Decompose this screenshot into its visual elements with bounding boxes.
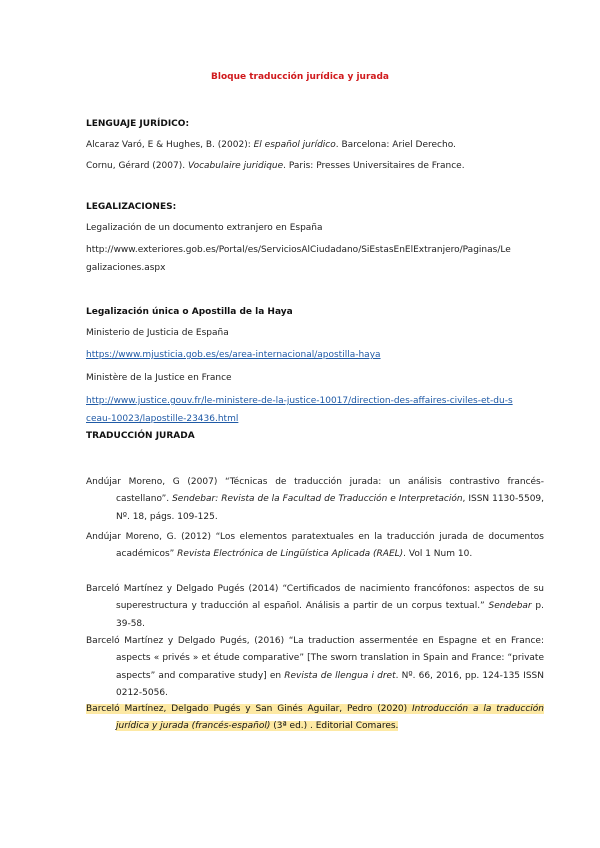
ref-barcelo-2020 bbox=[86, 701, 544, 736]
document-title: Bloque traducción jurídica y jurada bbox=[211, 72, 389, 82]
legalizacion-text: Legalización de un documento extranjero en España bbox=[86, 223, 323, 233]
ministerio-espana-label: Ministerio de Justicia de España bbox=[86, 328, 229, 338]
ministerio-espana-link-wrap bbox=[86, 347, 514, 365]
ref-cornu: Cornu, Gérard (2007). Vocabulaire juridique. Paris: Presses Universitaires de France. bbox=[86, 161, 465, 171]
section-heading-legalizaciones: LEGALIZACIONES: bbox=[86, 202, 177, 212]
highlighted-reference: Barceló Martínez, Delgado Pugés y San Ginés Aguilar, Pedro (2020) Introducción a la traducción jurídica y jurada (francés-español) (3ª ed.) . Editorial Comares. bbox=[86, 704, 545, 732]
ministerio-espana-link[interactable]: https://www.mjusticia.gob.es/es/area-internacional/apostilla-haya bbox=[86, 350, 381, 360]
section-heading-lenguaje: LENGUAJE JURÍDICO: bbox=[86, 119, 190, 129]
ref-alcaraz: Alcaraz Varó, E & Hughes, B. (2002): El español jurídico. Barcelona: Ariel Derecho. bbox=[86, 140, 456, 150]
ref-barcelo-2016: Barceló Martínez y Delgado Pugés, (2016) “La traduction assermentée en Espagne et en France: aspects « privés » et étude comparative” [The sworn translation in Spain and France: “private aspects” and comparative study] en Revista de llengua i dret. Nº. 66, 2016, pp. 124-135 ISSN 0212-5056. bbox=[86, 636, 544, 698]
ministere-france-link[interactable]: http://www.justice.gouv.fr/le-ministere-de-la-justice-10017/direction-des-affaires-civiles-et-du-sceau-10023/lapostille-23436.html bbox=[86, 396, 513, 424]
section-heading-jurada: TRADUCCIÓN JURADA bbox=[86, 431, 195, 441]
ref-andujar-2007: Andújar Moreno, G (2007) “Técnicas de traducción jurada: un análisis contrastivo francés-castellano”. Sendebar: Revista de la Facultad de Traducción e Interpretación, ISSN 1130-5509, Nº. 18, págs. 109-125. bbox=[86, 477, 545, 522]
ref-andujar-2012: Andújar Moreno, G. (2012) “Los elementos paratextuales en la traducción jurada de documentos académicos” Revista Electrónica de Lingüística Aplicada (RAEL). Vol 1 Num 10. bbox=[86, 532, 544, 560]
ministere-france-link-wrap bbox=[86, 393, 514, 428]
ref-barcelo-2014: Barceló Martínez y Delgado Pugés (2014) “Certificados de nacimiento francófonos: aspectos de su superestructura y traducción al español. Análisis a partir de un corpus textual.” Sendebar p. 39-58. bbox=[86, 584, 544, 629]
legalizacion-url: http://www.exteriores.gob.es/Portal/es/ServiciosAlCiudadano/SiEstasEnElExtranjero/Paginas/Legalizaciones.aspx bbox=[86, 245, 511, 273]
section-heading-apostilla: Legalización única o Apostilla de la Haya bbox=[86, 307, 293, 317]
ministere-france-label: Ministère de la Justice en France bbox=[86, 373, 232, 383]
